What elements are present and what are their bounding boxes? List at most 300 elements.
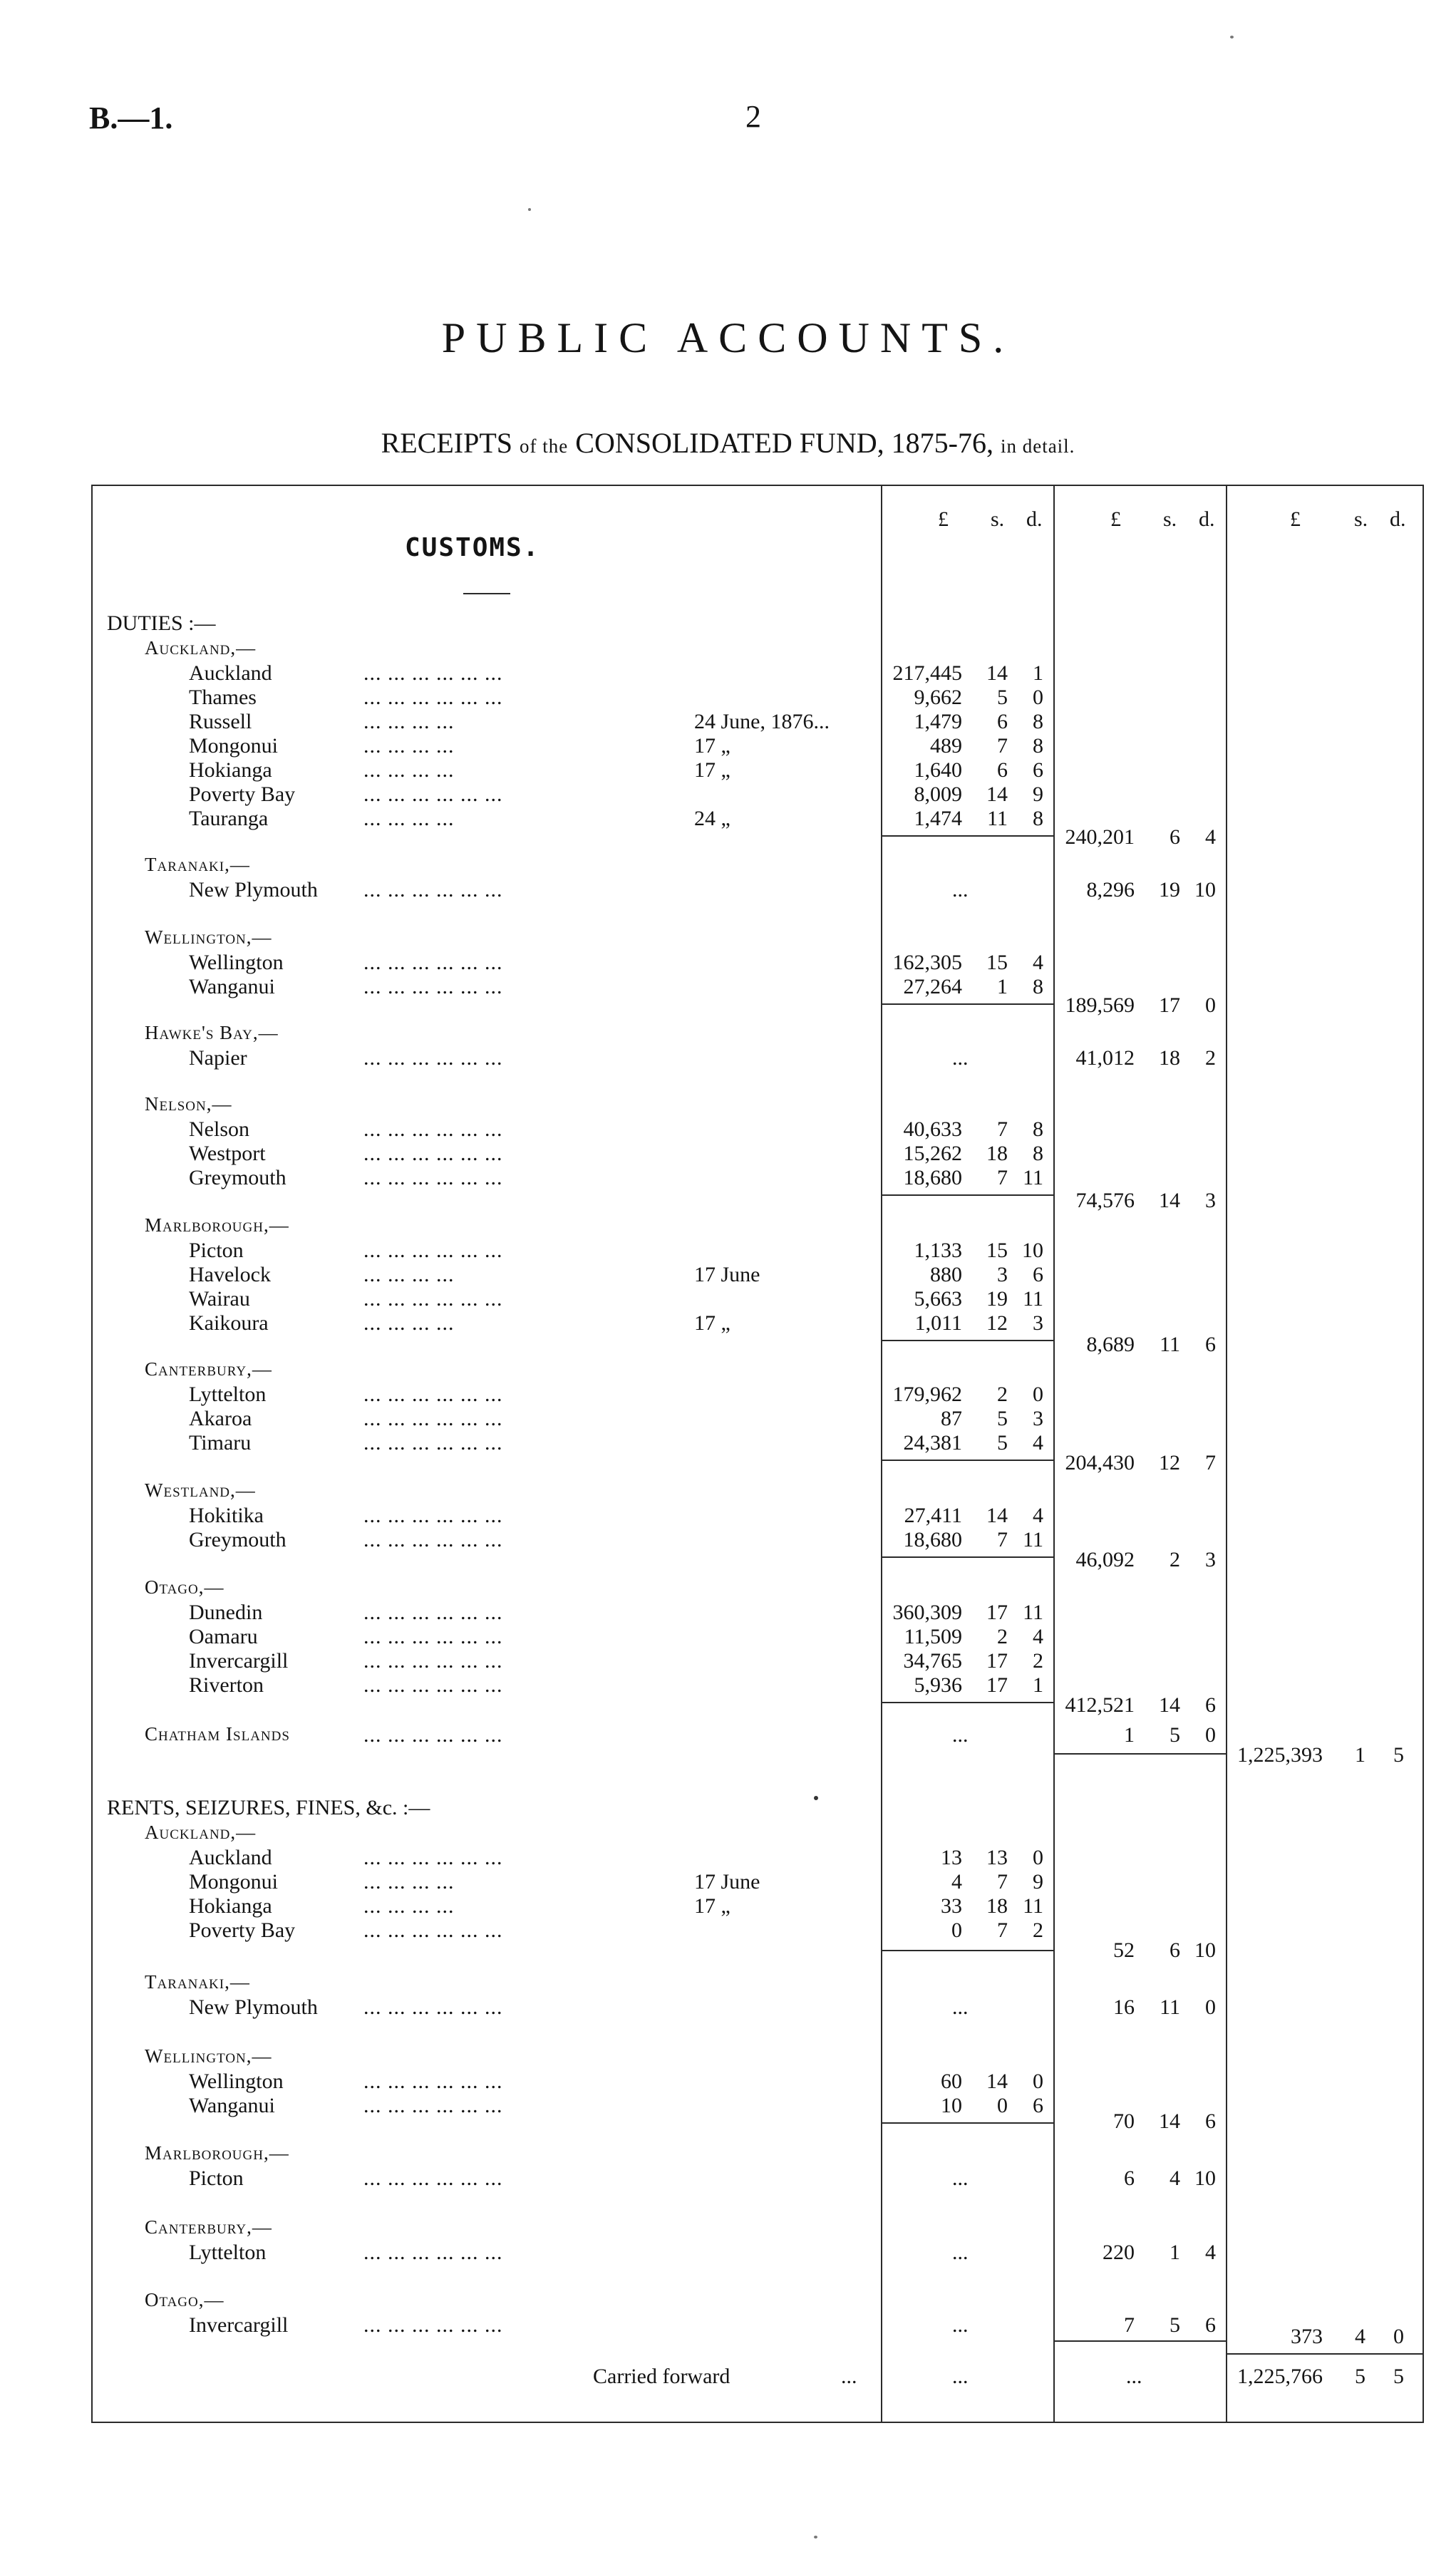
amount-pence: 8 bbox=[1033, 734, 1043, 758]
no-entry-ellipsis: ... bbox=[952, 2365, 969, 2388]
amount-pounds: 217,445 bbox=[892, 661, 962, 685]
total-rule bbox=[1055, 2340, 1226, 2342]
amount-pence: 4 bbox=[1033, 951, 1043, 974]
header-pound: £ bbox=[938, 507, 949, 531]
no-entry-ellipsis: ... bbox=[1126, 2365, 1142, 2388]
amount-pounds: 27,411 bbox=[904, 1504, 962, 1527]
leader-dots: ... ... ... ... ... ... bbox=[363, 1046, 503, 1070]
amount-pence: 10 bbox=[1022, 1239, 1043, 1262]
amount-shillings: 7 bbox=[997, 1918, 1008, 1942]
leader-dots: ... ... ... ... ... ... bbox=[363, 661, 503, 685]
amount-shillings: 14 bbox=[986, 661, 1008, 685]
amount-pence: 1 bbox=[1033, 1673, 1043, 1697]
leader-dots: ... ... ... ... ... ... bbox=[363, 951, 503, 974]
amount-pence: 11 bbox=[1023, 1894, 1043, 1918]
page-title: PUBLIC ACCOUNTS. bbox=[441, 314, 1015, 361]
entry-date: 17 „ bbox=[694, 758, 730, 782]
amount-shillings: 17 bbox=[986, 1601, 1008, 1624]
leader-dots: ... ... ... ... ... ... bbox=[363, 2166, 503, 2190]
port-name: Russell bbox=[189, 710, 252, 733]
amount-pounds: 179,962 bbox=[892, 1383, 962, 1406]
subtotal-rule bbox=[882, 1194, 1053, 1196]
amount-shillings: 14 bbox=[986, 783, 1008, 806]
total-shillings: 1 bbox=[1355, 1743, 1365, 1767]
leader-dots: ... ... ... ... ... ... bbox=[363, 1166, 503, 1189]
leader-dots: ... ... ... ... ... ... bbox=[363, 1383, 503, 1406]
no-entry-ellipsis: ... bbox=[952, 1995, 969, 2019]
list-item bbox=[0, 783, 1456, 808]
list-item bbox=[0, 1383, 1456, 1408]
header-pence: d. bbox=[1026, 507, 1043, 531]
subtotal-shillings: 17 bbox=[1159, 993, 1180, 1017]
port-name: Thames bbox=[189, 686, 257, 709]
leader-dots: ... ... ... ... bbox=[363, 710, 455, 733]
subtitle-part: of the bbox=[520, 435, 569, 457]
amount-shillings: 19 bbox=[986, 1287, 1008, 1311]
carried-forward-pounds: 1,225,766 bbox=[1237, 2365, 1323, 2388]
page-number: 2 bbox=[745, 99, 761, 134]
list-item bbox=[0, 758, 1456, 784]
region-label: Canterbury,— bbox=[145, 1358, 272, 1380]
amount-pence: 4 bbox=[1033, 1431, 1043, 1455]
amount-pounds: 0 bbox=[951, 1918, 962, 1942]
amount-pounds: 360,309 bbox=[892, 1601, 962, 1624]
leader-dots: ... ... ... ... bbox=[363, 734, 455, 758]
amount-pounds: 489 bbox=[930, 734, 962, 758]
port-name: Hokianga bbox=[189, 758, 272, 782]
list-item bbox=[0, 1649, 1456, 1675]
carried-forward-shillings: 5 bbox=[1355, 2365, 1365, 2388]
list-item bbox=[0, 1625, 1456, 1651]
leader-dots: ... ... ... ... bbox=[363, 758, 455, 782]
port-name: Poverty Bay bbox=[189, 1918, 296, 1942]
amount-pounds: 18,680 bbox=[903, 1528, 962, 1551]
leader-dots: ... ... ... ... ... ... bbox=[363, 1918, 503, 1942]
region-label: Hawke's Bay,— bbox=[145, 1022, 279, 1043]
amount-pounds: 1,011 bbox=[914, 1311, 962, 1335]
subtotal-pounds: 204,430 bbox=[1065, 1451, 1135, 1474]
amount-pence: 8 bbox=[1033, 710, 1043, 733]
subtotal-shillings: 18 bbox=[1159, 1046, 1180, 1070]
subtotal-pounds: 70 bbox=[1113, 2109, 1135, 2133]
subtotal-pounds: 8,689 bbox=[1086, 1333, 1135, 1356]
total-pounds: 373 bbox=[1291, 2325, 1323, 2348]
subtotal-shillings: 14 bbox=[1159, 1693, 1180, 1717]
region-label: Taranaki,— bbox=[145, 854, 250, 875]
subtitle-part: in detail. bbox=[1000, 435, 1075, 457]
subtotal-shillings: 11 bbox=[1160, 1333, 1180, 1356]
region-label: Taranaki,— bbox=[145, 1971, 250, 1993]
print-speck bbox=[814, 1796, 818, 1800]
subtotal-pence: 10 bbox=[1194, 878, 1216, 902]
region-label: Wellington,— bbox=[145, 2045, 272, 2067]
list-item bbox=[0, 1894, 1456, 1920]
port-name: Invercargill bbox=[189, 2313, 289, 2337]
port-name: Lyttelton bbox=[189, 2241, 267, 2264]
header-pound: £ bbox=[1290, 507, 1301, 531]
amount-pence: 4 bbox=[1033, 1625, 1043, 1648]
port-name: Greymouth bbox=[189, 1528, 286, 1551]
list-item bbox=[0, 1870, 1456, 1896]
amount-pence: 8 bbox=[1033, 807, 1043, 830]
amount-shillings: 11 bbox=[987, 807, 1008, 830]
subtotal-shillings: 5 bbox=[1170, 1723, 1180, 1747]
amount-pence: 1 bbox=[1033, 661, 1043, 685]
region-label: Wellington,— bbox=[145, 926, 272, 948]
list-item bbox=[0, 878, 1456, 904]
list-item bbox=[0, 1263, 1456, 1288]
list-item bbox=[0, 710, 1456, 735]
region-label: Chatham Islands bbox=[145, 1723, 290, 1745]
amount-shillings: 15 bbox=[986, 951, 1008, 974]
entry-date: 17 June bbox=[694, 1263, 760, 1286]
total-pence: 5 bbox=[1393, 1743, 1404, 1767]
amount-pence: 9 bbox=[1033, 1870, 1043, 1894]
subtotal-shillings: 14 bbox=[1159, 2109, 1180, 2133]
subtotal-rule bbox=[882, 1003, 1053, 1005]
subtotal-shillings: 4 bbox=[1170, 2166, 1180, 2190]
amount-pence: 8 bbox=[1033, 1142, 1043, 1165]
amount-pence: 6 bbox=[1033, 758, 1043, 782]
list-item bbox=[0, 1287, 1456, 1313]
port-name: Hokitika bbox=[189, 1504, 264, 1527]
amount-shillings: 7 bbox=[997, 1528, 1008, 1551]
list-item bbox=[0, 1995, 1456, 2021]
port-name: Lyttelton bbox=[189, 1383, 267, 1406]
port-name: Wellington bbox=[189, 951, 284, 974]
amount-pounds: 18,680 bbox=[903, 1166, 962, 1189]
leader-dots: ... ... ... ... bbox=[363, 1311, 455, 1335]
subtotal-pence: 4 bbox=[1205, 825, 1216, 849]
amount-shillings: 2 bbox=[997, 1383, 1008, 1406]
subtotal-pence: 0 bbox=[1205, 993, 1216, 1017]
leader-dots: ... ... ... ... ... ... bbox=[363, 2094, 503, 2117]
amount-shillings: 5 bbox=[997, 1431, 1008, 1455]
section-heading-customs: CUSTOMS. bbox=[405, 533, 540, 562]
entry-date: 17 „ bbox=[694, 734, 730, 758]
list-item bbox=[0, 1601, 1456, 1626]
subtotal-shillings: 5 bbox=[1170, 2313, 1180, 2337]
amount-pounds: 9,662 bbox=[914, 686, 962, 709]
port-name: Dunedin bbox=[189, 1601, 263, 1624]
amount-pence: 0 bbox=[1033, 2070, 1043, 2093]
leader-dots: ... ... ... ... ... ... bbox=[363, 1625, 503, 1648]
subtotal-rule bbox=[882, 1556, 1053, 1558]
subtotal-shillings: 6 bbox=[1170, 1938, 1180, 1962]
amount-pounds: 33 bbox=[941, 1894, 962, 1918]
amount-pounds: 24,381 bbox=[903, 1431, 962, 1455]
subtotal-pounds: 220 bbox=[1103, 2241, 1135, 2264]
port-name: Picton bbox=[189, 1239, 244, 1262]
header-shilling: s. bbox=[1163, 507, 1177, 531]
amount-pence: 3 bbox=[1033, 1311, 1043, 1335]
rents-heading: RENTS, SEIZURES, FINES, &c. :— bbox=[107, 1796, 430, 1819]
amount-shillings: 6 bbox=[997, 710, 1008, 733]
leader-dots: ... ... ... ... ... ... bbox=[363, 1601, 503, 1624]
region-label: Otago,— bbox=[145, 1576, 224, 1598]
subtotal-pence: 4 bbox=[1205, 2241, 1216, 2264]
subtotal-pounds: 74,576 bbox=[1075, 1189, 1135, 1212]
amount-pence: 8 bbox=[1033, 1117, 1043, 1141]
amount-pence: 2 bbox=[1033, 1649, 1043, 1673]
print-speck bbox=[814, 2536, 817, 2538]
port-name: Kaikoura bbox=[189, 1311, 269, 1335]
subtotal-shillings: 12 bbox=[1159, 1451, 1180, 1474]
list-item bbox=[0, 951, 1456, 976]
section-rule bbox=[463, 593, 510, 594]
port-name: Poverty Bay bbox=[189, 783, 296, 806]
no-entry-ellipsis: ... bbox=[952, 2313, 969, 2337]
no-entry-ellipsis: ... bbox=[952, 1046, 969, 1070]
entry-date: 24 „ bbox=[694, 807, 730, 830]
subtotal-pence: 2 bbox=[1205, 1046, 1216, 1070]
list-item bbox=[0, 1046, 1456, 1072]
list-item bbox=[0, 1311, 1456, 1337]
document-reference: B.—1. bbox=[89, 100, 173, 135]
amount-pounds: 8,009 bbox=[914, 783, 962, 806]
amount-pounds: 162,305 bbox=[892, 951, 962, 974]
amount-shillings: 7 bbox=[997, 1166, 1008, 1189]
amount-pounds: 1,133 bbox=[914, 1239, 962, 1262]
amount-shillings: 3 bbox=[997, 1263, 1008, 1286]
amount-pounds: 11,509 bbox=[904, 1625, 962, 1648]
carried-forward-pence: 5 bbox=[1393, 2365, 1404, 2388]
duties-heading: DUTIES :— bbox=[107, 611, 216, 635]
port-name: Hokianga bbox=[189, 1894, 272, 1918]
port-name: Nelson bbox=[189, 1117, 249, 1141]
amount-pounds: 1,479 bbox=[914, 710, 962, 733]
list-item bbox=[0, 1431, 1456, 1457]
list-item bbox=[0, 1846, 1456, 1871]
amount-pounds: 1,474 bbox=[914, 807, 962, 830]
list-item bbox=[0, 2241, 1456, 2266]
subtotal-pence: 6 bbox=[1205, 1333, 1216, 1356]
header-pence: d. bbox=[1199, 507, 1215, 531]
amount-shillings: 18 bbox=[986, 1142, 1008, 1165]
amount-shillings: 14 bbox=[986, 1504, 1008, 1527]
port-name: Akaroa bbox=[189, 1407, 252, 1430]
subtotal-rule bbox=[882, 1702, 1053, 1703]
header-shilling: s. bbox=[1354, 507, 1368, 531]
amount-shillings: 12 bbox=[986, 1311, 1008, 1335]
amount-pounds: 27,264 bbox=[903, 975, 962, 998]
region-label: Otago,— bbox=[145, 2289, 224, 2310]
amount-shillings: 7 bbox=[997, 734, 1008, 758]
amount-pence: 8 bbox=[1033, 975, 1043, 998]
port-name: Riverton bbox=[189, 1673, 264, 1697]
port-name: Auckland bbox=[189, 661, 272, 685]
leader-dots: ... ... ... ... ... ... bbox=[363, 1431, 503, 1455]
list-item bbox=[0, 1673, 1456, 1699]
port-name: Auckland bbox=[189, 1846, 272, 1869]
subtotal-pence: 3 bbox=[1205, 1548, 1216, 1571]
amount-shillings: 7 bbox=[997, 1117, 1008, 1141]
region-label: Auckland,— bbox=[145, 637, 257, 658]
amount-shillings: 5 bbox=[997, 1407, 1008, 1430]
leader-dots: ... ... ... ... ... ... bbox=[363, 1239, 503, 1262]
entry-date: 24 June, 1876... bbox=[694, 710, 830, 733]
amount-pence: 9 bbox=[1033, 783, 1043, 806]
port-name: Wellington bbox=[189, 2070, 284, 2093]
subtotal-pence: 6 bbox=[1205, 2109, 1216, 2133]
header-pence: d. bbox=[1390, 507, 1406, 531]
region-label: Nelson,— bbox=[145, 1093, 232, 1115]
amount-pence: 6 bbox=[1033, 1263, 1043, 1286]
no-entry-ellipsis: ... bbox=[952, 1723, 969, 1747]
amount-pounds: 4 bbox=[951, 1870, 962, 1894]
port-name: Invercargill bbox=[189, 1649, 289, 1673]
leader-dots: ... ... ... ... ... ... bbox=[363, 686, 503, 709]
header-pound: £ bbox=[1110, 507, 1121, 531]
amount-pounds: 87 bbox=[941, 1407, 962, 1430]
subtotal-pounds: 6 bbox=[1124, 2166, 1135, 2190]
list-item bbox=[0, 807, 1456, 832]
carried-forward-label: Carried forward bbox=[593, 2365, 730, 2388]
header-shilling: s. bbox=[991, 507, 1005, 531]
subtotal-pounds: 16 bbox=[1113, 1995, 1135, 2019]
subtotal-pounds: 8,296 bbox=[1086, 878, 1135, 902]
leader-dots: ... ... ... ... ... ... bbox=[363, 1407, 503, 1430]
subtotal-shillings: 6 bbox=[1170, 825, 1180, 849]
subtotal-pence: 6 bbox=[1205, 1693, 1216, 1717]
port-name: Napier bbox=[189, 1046, 247, 1070]
list-item bbox=[0, 1142, 1456, 1167]
print-speck bbox=[1230, 36, 1234, 38]
amount-pence: 11 bbox=[1023, 1287, 1043, 1311]
leader-dots: ... ... ... ... ... ... bbox=[363, 1673, 503, 1697]
amount-pence: 11 bbox=[1023, 1166, 1043, 1189]
region-label: Westland,— bbox=[145, 1479, 256, 1501]
port-name: New Plymouth bbox=[189, 1995, 318, 2019]
subtotal-pence: 0 bbox=[1205, 1995, 1216, 2019]
region-label: Canterbury,— bbox=[145, 2216, 272, 2238]
subtotal-pence: 3 bbox=[1205, 1189, 1216, 1212]
amount-shillings: 6 bbox=[997, 758, 1008, 782]
total-pence: 0 bbox=[1393, 2325, 1404, 2348]
subtotal-rule bbox=[882, 1460, 1053, 1461]
port-name: Picton bbox=[189, 2166, 244, 2190]
amount-shillings: 7 bbox=[997, 1870, 1008, 1894]
amount-pence: 3 bbox=[1033, 1407, 1043, 1430]
list-item bbox=[0, 1407, 1456, 1432]
amount-pence: 6 bbox=[1033, 2094, 1043, 2117]
port-name: New Plymouth bbox=[189, 878, 318, 902]
leader-dots: ... ... ... ... ... ... bbox=[363, 1117, 503, 1141]
amount-pence: 0 bbox=[1033, 686, 1043, 709]
subtotal-pounds: 412,521 bbox=[1065, 1693, 1135, 1717]
subtotal-pounds: 52 bbox=[1113, 1938, 1135, 1962]
leader-dots: ... ... ... ... ... ... bbox=[363, 1142, 503, 1165]
port-name: Tauranga bbox=[189, 807, 269, 830]
leader-dots: ... ... ... ... ... ... bbox=[363, 1649, 503, 1673]
leader-dots: ... ... ... ... ... ... bbox=[363, 1528, 503, 1551]
subtotal-shillings: 11 bbox=[1160, 1995, 1180, 2019]
entry-date: 17 „ bbox=[694, 1311, 730, 1335]
leader-dots: ... ... ... ... ... ... bbox=[363, 2313, 503, 2337]
leader-dots: ... bbox=[841, 2365, 857, 2388]
leader-dots: ... ... ... ... ... ... bbox=[363, 975, 503, 998]
port-name: Mongonui bbox=[189, 1870, 279, 1894]
amount-pounds: 5,936 bbox=[914, 1673, 962, 1697]
entry-date: 17 „ bbox=[694, 1894, 730, 1918]
subtitle-part: RECEIPTS bbox=[381, 427, 513, 459]
subtotal-pounds: 240,201 bbox=[1065, 825, 1135, 849]
no-entry-ellipsis: ... bbox=[952, 2166, 969, 2190]
leader-dots: ... ... ... ... bbox=[363, 1894, 455, 1918]
subtotal-pence: 10 bbox=[1194, 2166, 1216, 2190]
subtotal-pence: 0 bbox=[1205, 1723, 1216, 1747]
amount-pounds: 5,663 bbox=[914, 1287, 962, 1311]
print-speck bbox=[528, 208, 531, 211]
amount-pence: 11 bbox=[1023, 1601, 1043, 1624]
leader-dots: ... ... ... ... ... ... bbox=[363, 1846, 503, 1869]
leader-dots: ... ... ... ... ... ... bbox=[363, 783, 503, 806]
amount-shillings: 2 bbox=[997, 1625, 1008, 1648]
amount-pence: 0 bbox=[1033, 1383, 1043, 1406]
leader-dots: ... ... ... ... ... ... bbox=[363, 2070, 503, 2093]
subtotal-rule bbox=[882, 1340, 1053, 1341]
amount-pounds: 40,633 bbox=[903, 1117, 962, 1141]
port-name: Oamaru bbox=[189, 1625, 258, 1648]
leader-dots: ... ... ... ... ... ... bbox=[363, 1723, 503, 1747]
subtotal-rule bbox=[882, 835, 1053, 837]
region-label: Marlborough,— bbox=[145, 2142, 289, 2164]
amount-pounds: 1,640 bbox=[914, 758, 962, 782]
port-name: Wanganui bbox=[189, 2094, 275, 2117]
list-item bbox=[0, 1166, 1456, 1192]
subtotal-pence: 6 bbox=[1205, 2313, 1216, 2337]
amount-shillings: 14 bbox=[986, 2070, 1008, 2093]
subtotal-pounds: 46,092 bbox=[1075, 1548, 1135, 1571]
subtotal-shillings: 1 bbox=[1170, 2241, 1180, 2264]
subtotal-rule bbox=[882, 2122, 1053, 2124]
no-entry-ellipsis: ... bbox=[952, 2241, 969, 2264]
total-rule bbox=[1227, 2353, 1423, 2355]
amount-shillings: 0 bbox=[997, 2094, 1008, 2117]
subtotal-shillings: 19 bbox=[1159, 878, 1180, 902]
port-name: Havelock bbox=[189, 1263, 271, 1286]
amount-pence: 0 bbox=[1033, 1846, 1043, 1869]
page-subtitle bbox=[0, 426, 1456, 460]
list-item bbox=[0, 686, 1456, 711]
leader-dots: ... ... ... ... ... ... bbox=[363, 1995, 503, 2019]
amount-pounds: 10 bbox=[941, 2094, 962, 2117]
list-item bbox=[0, 975, 1456, 1001]
port-name: Timaru bbox=[189, 1431, 252, 1455]
amount-pounds: 60 bbox=[941, 2070, 962, 2093]
amount-pence: 2 bbox=[1033, 1918, 1043, 1942]
list-item bbox=[0, 1239, 1456, 1264]
entry-date: 17 June bbox=[694, 1870, 760, 1894]
amount-shillings: 15 bbox=[986, 1239, 1008, 1262]
leader-dots: ... ... ... ... bbox=[363, 1263, 455, 1286]
port-name: Wairau bbox=[189, 1287, 250, 1311]
port-name: Wanganui bbox=[189, 975, 275, 998]
subtotal-pence: 7 bbox=[1205, 1451, 1216, 1474]
list-item bbox=[0, 734, 1456, 760]
leader-dots: ... ... ... ... ... ... bbox=[363, 1504, 503, 1527]
port-name: Mongonui bbox=[189, 734, 279, 758]
total-shillings: 4 bbox=[1355, 2325, 1365, 2348]
leader-dots: ... ... ... ... bbox=[363, 807, 455, 830]
leader-dots: ... ... ... ... ... ... bbox=[363, 878, 503, 902]
leader-dots: ... ... ... ... ... ... bbox=[363, 1287, 503, 1311]
subtotal-pounds: 41,012 bbox=[1075, 1046, 1135, 1070]
amount-shillings: 5 bbox=[997, 686, 1008, 709]
port-name: Greymouth bbox=[189, 1166, 286, 1189]
amount-pence: 11 bbox=[1023, 1528, 1043, 1551]
subtotal-shillings: 2 bbox=[1170, 1548, 1180, 1571]
